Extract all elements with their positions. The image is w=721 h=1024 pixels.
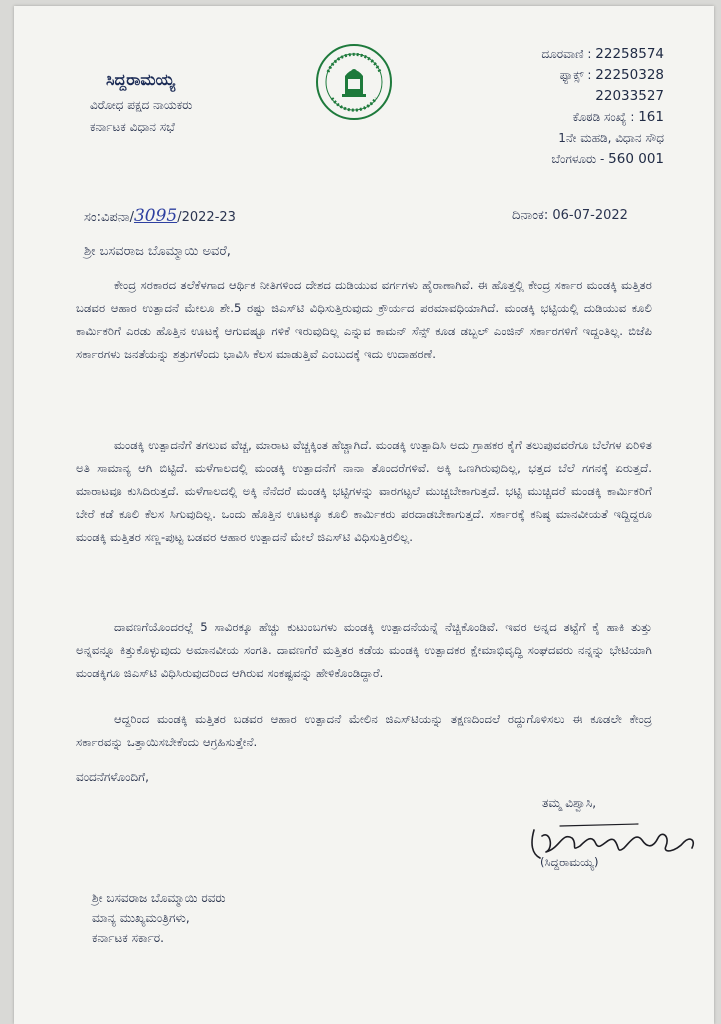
date-label: ದಿನಾಂಕ: [512,208,549,223]
recipient-line-3: ಕರ್ನಾಟಕ ಸರ್ಕಾರ. [92,931,164,945]
floor-address: 1ನೇ ಮಹಡಿ, ವಿಧಾನ ಸೌಧ [558,131,664,145]
recipient-address [92,888,226,948]
reference-handwritten-number: 3095 [133,206,178,226]
salutation: ಶ್ರೀ ಬಸವರಾಜ ಬೊಮ್ಮಾಯಿ ಅವರೆ, [84,244,231,259]
body-paragraph-3: ದಾವಣಗೆಯೊಂದರಲ್ಲೆ 5 ಸಾವಿರಕ್ಕೂ ಹೆಚ್ಚು ಕುಟುಂಬಗಳು ಮಂಡಕ್ಕಿ ಉತ್ಪಾದನೆಯನ್ನೆ ನೆಚ್ಚಿಕೊಂಡಿವೆ. ಇವರ ಅನ್ನದ ತಟ್ಟೆಗೆ ಕೈ ಹಾಕಿ ತುತ್ತು ಅನ್ನವನ್ನೂ ಕಿತ್ತುಕೊಳ್ಳುವುದು ಅಮಾನವೀಯ ಸಂಗತಿ. ದಾವಣಗೆರೆ ಮತ್ತಿತರ ಕಡೆಯ ಮಂಡಕ್ಕಿ ಉತ್ಪಾದಕರ ಕ್ಷೇಮಾಭಿವೃದ್ಧಿ ಸಂಘದವರು ನನ್ನನ್ನು ಭೇಟಿಯಾಗಿ ಮಂಡಕ್ಕಿಗೂ ಜಿಎಸ್‌ಟಿ ವಿಧಿಸಿರುವುದರಿಂದ ಆಗಿರುವ ಸಂಕಷ್ಟವನ್ನು ಹೇಳಿಕೊಂಡಿದ್ದಾರೆ. [76,620,652,680]
reference-year: /2022-23 [177,210,236,225]
body-paragraph-4: ಆದ್ದರಿಂದ ಮಂಡಕ್ಕಿ ಮತ್ತಿತರ ಬಡವರ ಆಹಾರ ಉತ್ಪಾದನೆ ಮೇಲಿನ ಜಿಎಸ್‌ಟಿಯನ್ನು ತಕ್ಷಣದಿಂದಲೆ ರದ್ದುಗೊಳಿಸಲು ಈ ಕೂಡಲೇ ಕೇಂದ್ರ ಸರ್ಕಾರವನ್ನು ಒತ್ತಾಯಿಸಬೇಕೆಂದು ಆಗ್ರಹಿಸುತ್ತೇನೆ. [76,712,652,749]
sender-title: ವಿರೋಧ ಪಕ್ಷದ ನಾಯಕರು [90,98,193,112]
sender-office: ಕರ್ನಾಟಕ ವಿಧಾನ ಸಭೆ [90,120,175,134]
reference-number [84,206,236,226]
phone-number: 22258574 [595,46,664,62]
signatory-name: (ಸಿದ್ದರಾಮಯ್ಯ) [540,855,599,869]
date-value: 06-07-2022 [552,208,628,223]
yours-faithfully: ತಮ್ಮ ವಿಶ್ವಾಸಿ, [542,796,597,810]
letter-date [512,208,628,223]
fax-number-1: 22250328 [595,67,664,83]
contact-block [541,44,664,170]
reference-prefix: ಸಂ:ವಿಪನಾ/ [84,210,134,225]
letter-page [14,6,714,1024]
recipient-line-2: ಮಾನ್ಯ ಮುಖ್ಯಮಂತ್ರಿಗಳು, [92,911,190,925]
sender-name: ಸಿದ್ದರಾಮಯ್ಯ [106,70,175,89]
karnataka-emblem-seal-icon [314,42,394,122]
room-label: ಕೊಠಡಿ ಸಂಖ್ಯೆ : [572,110,635,124]
city-label: ಬೆಂಗಳೂರು - [551,152,605,166]
fax-number-2: 22033527 [595,88,664,104]
phone-label: ದೂರವಾಣಿ : [541,47,592,61]
pin-code: 560 001 [608,151,664,167]
body-paragraph-1: ಕೇಂದ್ರ ಸರಕಾರದ ತಲೆಕೆಳಗಾದ ಆರ್ಥಿಕ ನೀತಿಗಳಿಂದ ದೇಶದ ದುಡಿಯುವ ವರ್ಗಗಳು ಹೈರಾಣಾಗಿವೆ. ಈ ಹೊತ್ತಲ್ಲಿ ಕೇಂದ್ರ ಸರ್ಕಾರ ಮಂಡಕ್ಕಿ ಮತ್ತಿತರ ಬಡವರ ಆಹಾರ ಉತ್ಪಾದನೆ ಮೇಲೂ ಶೇ.5 ರಷ್ಟು ಜಿಎಸ್‌ಟಿ ವಿಧಿಸುತ್ತಿರುವುದು ಕ್ರೌರ್ಯದ ಪರಮಾವಧಿಯಾಗಿದೆ. ಮಂಡಕ್ಕಿ ಭಟ್ಟಿಯಲ್ಲಿ ದುಡಿಯುವ ಕೂಲಿ ಕಾರ್ಮಿಕರಿಗೆ ಎರಡು ಹೊತ್ತಿನ ಊಟಕ್ಕೆ ಆಗುವಷ್ಟೂ ಗಳಿಕೆ ಇರುವುದಿಲ್ಲ ಎನ್ನುವ ಕಾಮನ್ ಸೆನ್ಸ್ ಕೂಡ ಡಬ್ಬಲ್ ಎಂಜಿನ್ ಸರ್ಕಾರಗಳಿಗೆ ಇದ್ದಂತಿಲ್ಲ. ಬಿಜೆಪಿ ಸರ್ಕಾರಗಳು ಜನತೆಯನ್ನು ಶತ್ರುಗಳೆಂದು ಭಾವಿಸಿ ಕೆಲಸ ಮಾಡುತ್ತಿವೆ ಎಂಬುದಕ್ಕೆ ಇದು ಉದಾಹರಣೆ. [76,278,652,361]
recipient-line-1: ಶ್ರೀ ಬಸವರಾಜ ಬೊಮ್ಮಾಯಿ ರವರು [92,891,226,905]
room-number: 161 [638,109,664,125]
body-paragraph-2: ಮಂಡಕ್ಕಿ ಉತ್ಪಾದನೆಗೆ ತಗಲುವ ವೆಚ್ಚ, ಮಾರಾಟ ವೆಚ್ಚಕ್ಕಿಂತ ಹೆಚ್ಚಾಗಿದೆ. ಮಂಡಕ್ಕಿ ಉತ್ಪಾದಿಸಿ ಅದು ಗ್ರಾಹಕರ ಕೈಗೆ ತಲುಪುವವರೆಗೂ ಬೆಲೆಗಳ ಏರಿಳಿತ ಅತಿ ಸಾಮಾನ್ಯ ಆಗಿ ಬಿಟ್ಟಿದೆ. ಮಳೆಗಾಲದಲ್ಲಿ ಮಂಡಕ್ಕಿ ಉತ್ಪಾದನೆಗೆ ನಾನಾ ತೊಂದರೆಗಳಿವೆ. ಅಕ್ಕಿ ಒಣಗಿರುವುದಿಲ್ಲ, ಭತ್ತದ ಬೆಲೆ ಗಗನಕ್ಕೆ ಏರುತ್ತದೆ. ಮಾರಾಟವೂ ಕುಸಿದಿರುತ್ತದೆ. ಮಳೆಗಾಲದಲ್ಲಿ ಅಕ್ಕಿ ನೆನೆದರೆ ಮಂಡಕ್ಕಿ ಭಟ್ಟಿಗಳನ್ನು ವಾರಗಟ್ಟಲೆ ಮುಚ್ಚಬೇಕಾಗುತ್ತದೆ. ಭಟ್ಟಿ ಮುಚ್ಚಿದರೆ ಮಂಡಕ್ಕಿ ಕಾರ್ಮಿಕರಿಗೆ ಬೇರೆ ಕಡೆ ಕೂಲಿ ಕೆಲಸ ಸಿಗುವುದಿಲ್ಲ. ಒಂದು ಹೊತ್ತಿನ ಊಟಕ್ಕೂ ಕೂಲಿ ಕಾರ್ಮಿಕರು ಪರದಾಡಬೇಕಾಗುತ್ತದೆ. ಸರ್ಕಾರಕ್ಕೆ ಕನಿಷ್ಠ ಮಾನವೀಯತೆ ಇದ್ದಿದ್ದರೂ ಮಂಡಕ್ಕಿ ಮತ್ತಿತರ ಸಣ್ಣ-ಪುಟ್ಟ ಬಡವರ ಆಹಾರ ಉತ್ಪಾದನೆ ಮೇಲೆ ಜಿಎಸ್‌ಟಿ ವಿಧಿಸುತ್ತಿರಲಿಲ್ಲ. [76,438,652,544]
fax-label: ಫ್ಯಾಕ್ಸ್ : [559,68,592,82]
closing-greeting: ವಂದನೆಗಳೊಂದಿಗೆ, [76,770,149,784]
